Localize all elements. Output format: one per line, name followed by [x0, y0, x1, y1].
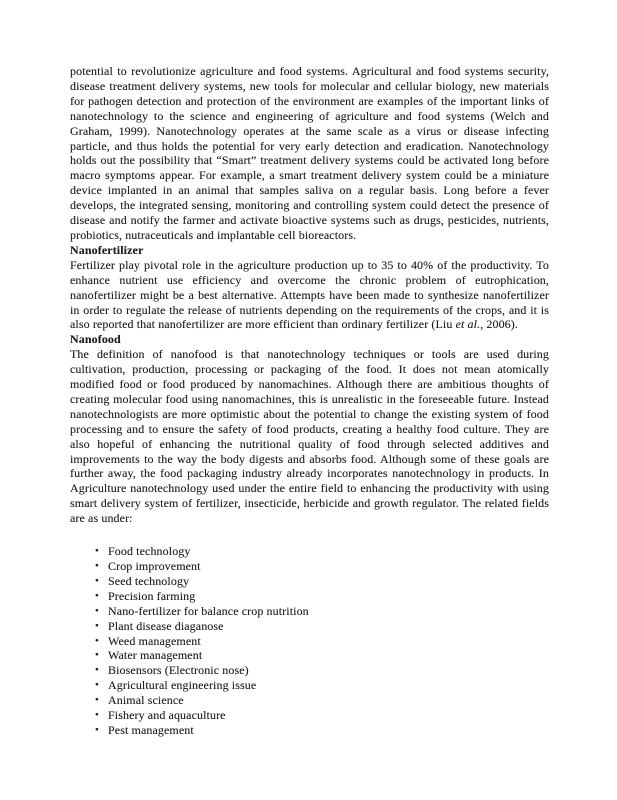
list-item-pest-management	[70, 723, 549, 738]
nanofertilizer-text-before: Fertilizer play pivotal role in the agriculture production up to 35 to 40% of the productivity. To enhance nutrient use efficiency and overcome the chronic problem of eutrophication, nanofertilizer might be a best alternative. Attempts have been made to synthesize nanofertilizer in order to regulate the release of nutrients depending on the requirements of the crops, and it is also reported that nanofertilizer are more efficient than ordinary fertilizer (Liu	[70, 257, 549, 332]
list-item-label: Pest management	[108, 722, 194, 737]
list-item-label: Biosensors (Electronic nose)	[108, 663, 249, 678]
list-item-plant-disease	[70, 619, 549, 634]
bullet-icon: •	[95, 560, 99, 572]
bullet-icon: •	[95, 545, 99, 558]
list-item-nano-fertilizer	[70, 604, 549, 619]
list-item-label: Plant disease diaganose	[108, 618, 224, 633]
bullet-icon: •	[95, 649, 99, 662]
nanofertilizer-heading: Nanofertilizer	[70, 242, 144, 257]
bullet-icon: •	[95, 619, 99, 632]
et-al-citation: et al.	[455, 317, 481, 332]
list-item-crop-improvement	[70, 559, 549, 574]
list-item-weed-management	[70, 634, 549, 649]
bullet-icon: •	[95, 634, 99, 647]
list-item-label: Crop improvement	[108, 559, 201, 573]
list-item-label: Precision farming	[108, 588, 196, 603]
nanofertilizer-paragraph	[70, 258, 549, 333]
nanofertilizer-text-after: , 2006).	[480, 317, 518, 332]
bullet-icon: •	[95, 664, 99, 677]
document-text-block	[70, 64, 549, 738]
list-item-label: Nano-fertilizer for balance crop nutrition	[108, 603, 309, 618]
list-item-label: Agricultural engineering issue	[108, 678, 257, 693]
bullet-icon: •	[95, 679, 99, 692]
list-item-precision-farming	[70, 589, 549, 604]
nanofood-heading: Nanofood	[70, 332, 121, 347]
bullet-icon: •	[95, 723, 99, 736]
bullet-icon: •	[95, 574, 99, 587]
list-item-label: Water management	[108, 648, 203, 663]
nanofood-paragraph: The definition of nanofood is that nanotechnology techniques or tools are used during cultivation, production, processing or packaging of the food. It does not mean atomically modified food or food produced by nanomachines. Although there are ambitious thoughts of creating molecular food using nanomachines, this is unrealistic in the foreseeable future. Instead nanotechnologists are more optimistic about the potential to change the existing system of food processing and to ensure the safety of food products, creating a healthy food culture. They are also hopeful of enhancing the nutritional quality of food through selected additives and improvements to the way the body digests and absorbs food. Although some of these goals are further away, the food packaging industry already incorporates nanotechnology in products. In Agriculture nanotechnology used under the entire field to enhancing the productivity with using smart delivery system of fertilizer, insecticide, herbicide and growth regulator. The related fields are as under:	[70, 347, 549, 526]
list-item-water-management	[70, 648, 549, 663]
list-item-biosensors	[70, 663, 549, 678]
related-fields-list	[70, 544, 549, 738]
list-item-label: Animal science	[108, 693, 184, 708]
intro-paragraph: potential to revolutionize agriculture and food systems. Agricultural and food systems security, disease treatment delivery systems, new tools for molecular and cellular biology, new materials for pathogen detection and protection of the environment are examples of the important links of nanotechnology to the science and engineering of agriculture and food systems (Welch and Graham, 1999). Nanotechnology operates at the same scale as a virus or disease infecting particle, and thus holds the potential for very early detection and eradication. Nanotechnology holds out the possibility that “Smart” treatment delivery systems could be activated long before macro symptoms appear. For example, a smart treatment delivery system could be a miniature device implanted in an animal that samples saliva on a regular basis. Long before a fever develops, the integrated sensing, monitoring and controlling system could detect the presence of disease and notify the farmer and activate bioactive systems such as drugs, pesticides, nutrients, probiotics, nutraceuticals and implantable cell bioreactors.	[70, 64, 549, 242]
list-item-food-technology	[70, 544, 549, 559]
list-item-seed-technology	[70, 574, 549, 589]
list-item-label: Weed management	[108, 633, 201, 648]
list-item-agricultural-engineering	[70, 678, 549, 693]
bullet-icon: •	[95, 694, 99, 707]
list-item-label: Seed technology	[108, 573, 190, 588]
list-item-animal-science	[70, 693, 549, 708]
bullet-icon: •	[95, 604, 99, 617]
bullet-icon: •	[95, 589, 99, 602]
list-item-label: Food technology	[108, 544, 191, 559]
bullet-icon: •	[95, 709, 99, 722]
list-item-label: Fishery and aquaculture	[108, 708, 226, 723]
list-item-fishery-aquaculture	[70, 708, 549, 723]
